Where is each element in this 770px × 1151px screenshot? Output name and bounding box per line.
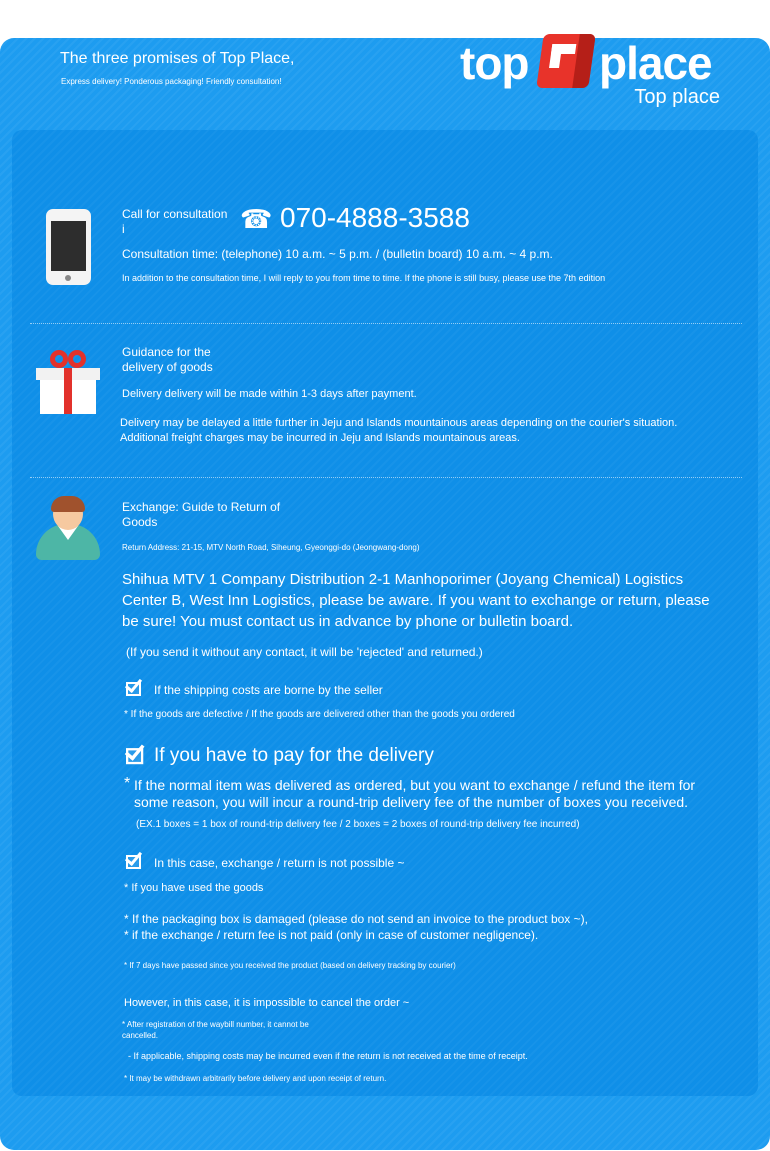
promise-title: The three promises of Top Place, <box>60 50 295 67</box>
cancel-title: However, in this case, it is impossible to cancel the order ~ <box>124 997 410 1009</box>
phone-number[interactable]: 070-4888-3588 <box>280 202 470 233</box>
pay-bullet: * <box>124 775 131 792</box>
impossible-title: In this case, exchange / return is not possible ~ <box>154 856 405 870</box>
cancel-item-3: * It may be withdrawn arbitrarily before delivery and upon receipt of return. <box>124 1074 387 1083</box>
seller-cost-note: * If the goods are defective / If the goods are delivered other than the goods you ordered <box>124 709 515 720</box>
exchange-main-text: Shihua MTV 1 Company Distribution 2-1 Manhoporimer (Joyang Chemical) Logistics Center B, West Inn Logistics, please be aware. If you want to exchange or return, please be sure! You must contact us in advance by phone or bulletin board. <box>122 571 710 630</box>
impossible-item-2: * If the packaging box is damaged (please do not send an invoice to the product box ~), <box>124 912 588 926</box>
exchange-label: Exchange: Guide to Return of Goods <box>122 500 281 529</box>
promise-subtitle: Express delivery! Ponderous packaging! Friendly consultation! <box>61 77 282 86</box>
section-divider <box>30 477 742 478</box>
top-place-logo <box>460 30 730 112</box>
cancel-item-1: * After registration of the waybill number, it cannot be cancelled. <box>122 1020 309 1040</box>
person-icon <box>36 498 100 560</box>
checkbox-icon <box>126 680 146 696</box>
pay-delivery-title: If you have to pay for the delivery <box>154 745 434 766</box>
impossible-item-3: * if the exchange / return fee is not paid (only in case of customer negligence). <box>124 928 539 942</box>
pay-delivery-heading <box>126 745 626 767</box>
impossible-heading <box>126 853 626 871</box>
pay-delivery-text: If the normal item was delivered as ordered, but you want to exchange / refund the item for some reason, you will incur a round-trip delivery fee of the number of boxes you received. <box>134 777 696 810</box>
checkbox-icon <box>126 746 149 764</box>
logo-box-icon <box>536 34 596 88</box>
delivery-line-2: Delivery may be delayed a little further in Jeju and Islands mountainous areas depending on the courier's situation. Additional freight charges may be incurred in Jeju and Islands mountainous areas. <box>120 417 678 444</box>
section-divider <box>30 323 742 324</box>
delivery-line-1: Delivery delivery will be made within 1-3 days after payment. <box>122 388 417 400</box>
checkbox-icon <box>126 853 146 869</box>
telephone-icon: ☎ <box>240 204 273 234</box>
logo-word-place: place <box>599 37 712 89</box>
return-address: Return Address: 21-15, MTV North Road, Siheung, Gyeonggi-do (Jeongwang-dong) <box>122 543 420 552</box>
impossible-item-1: * If you have used the goods <box>124 882 264 894</box>
smartphone-icon <box>46 209 91 285</box>
consultation-label: Call for consultation i <box>122 207 228 236</box>
seller-cost-heading <box>126 680 626 698</box>
delivery-label: Guidance for the delivery of goods <box>122 345 213 374</box>
cancel-item-2: - If applicable, shipping costs may be incurred even if the return is not received at the time of receipt. <box>128 1051 528 1061</box>
gift-icon <box>36 348 100 414</box>
logo-subtitle: Top place <box>634 86 720 108</box>
reject-note: (If you send it without any contact, it will be 'rejected' and returned.) <box>126 645 483 659</box>
pay-delivery-example: (EX.1 boxes = 1 box of round-trip delivery fee / 2 boxes = 2 boxes of round-trip delivery fee incurred) <box>136 819 580 830</box>
logo-word-top: top <box>460 37 529 89</box>
consultation-hours: Consultation time: (telephone) 10 a.m. ~ 5 p.m. / (bulletin board) 10 a.m. ~ 4 p.m. <box>122 247 553 261</box>
seller-cost-title: If the shipping costs are borne by the seller <box>154 683 383 697</box>
consultation-note: In addition to the consultation time, I will reply to you from time to time. If the phone is still busy, please use the 7th edition <box>122 273 606 283</box>
impossible-item-4: * If 7 days have passed since you received the product (based on delivery tracking by courier) <box>124 961 456 970</box>
